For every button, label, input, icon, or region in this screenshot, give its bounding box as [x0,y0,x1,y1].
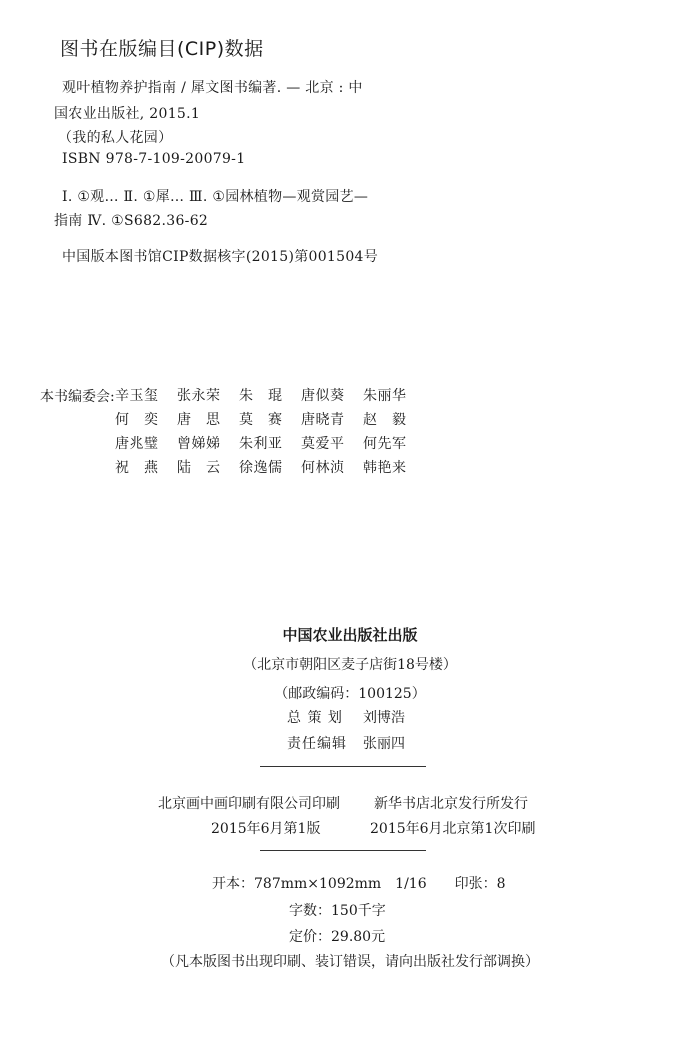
editor-name: 何先军 [363,436,407,452]
cip-line-1: 观叶植物养护指南 / 犀文图书编著. — 北京 : 中 [62,80,363,96]
book-format: 开本：787mm×1092mm 1/16 印张：8 [212,876,506,892]
editor-name: 何林浈 [301,460,345,476]
word-count: 字数：150千字 [289,903,386,919]
cip-classification-1: Ⅰ. ①观… Ⅱ. ①犀… Ⅲ. ①园林植物—观赏园艺— [62,189,369,205]
editor-name: 唐似葵 [301,388,345,404]
editor-name: 陆 云 [177,460,221,476]
printer: 北京画中画印刷有限公司印刷 [158,796,340,812]
publisher-postcode: （邮政编码：100125） [274,686,426,702]
editor-row [115,409,425,433]
editor-name: 唐兆璧 [115,436,159,452]
price: 定价：29.80元 [289,929,386,945]
defect-notice: （凡本版图书出现印刷、装订错误，请向出版社发行部调换） [161,954,539,970]
cip-line-2: 国农业出版社, 2015.1 [54,106,201,122]
edition: 2015年6月第1版 [211,821,321,837]
editor-name: 辛玉玺 [115,388,159,404]
editor-name: 莫爱平 [301,436,345,452]
divider-top [260,766,426,767]
planner-label: 总 策 划 [287,710,343,726]
cip-record-number: 中国版本图书馆CIP数据核字(2015)第001504号 [62,249,379,265]
cip-isbn: ISBN 978-7-109-20079-1 [62,151,246,167]
editor-name: 唐晓青 [301,412,345,428]
editor-name: 韩艳来 [363,460,407,476]
cip-line-3: （我的私人花园） [58,130,173,146]
planner-name: 刘博浩 [363,710,405,726]
editor-name: 朱 琨 [239,388,283,404]
editors-label: 本书编委会: [40,389,115,405]
editor-name: 唐 思 [177,412,221,428]
editors-grid [115,385,425,481]
publisher-name: 中国农业出版社出版 [282,626,418,644]
editor-name: 莫 赛 [239,412,283,428]
cip-title: 图书在版编目(CIP)数据 [60,38,264,60]
editor-name: 朱丽华 [363,388,407,404]
editor-row [115,457,425,481]
editor-name: 祝 燕 [115,460,159,476]
publisher-address: （北京市朝阳区麦子店街18号楼） [243,657,457,673]
editor-name: 张永荣 [177,388,221,404]
editor-name: 何 奕 [115,412,159,428]
responsible-editor-label: 责任编辑 [287,736,347,752]
distributor: 新华书店北京发行所发行 [374,796,528,812]
editor-row [115,433,425,457]
editor-name: 曾娣娣 [177,436,221,452]
impression: 2015年6月北京第1次印刷 [370,821,536,837]
cip-classification-2: 指南 Ⅳ. ①S682.36-62 [54,213,209,229]
editor-name: 朱利亚 [239,436,283,452]
divider-bottom [260,850,426,851]
editor-row [115,385,425,409]
responsible-editor-name: 张丽四 [363,736,405,752]
editor-name: 赵 毅 [363,412,407,428]
editor-name: 徐逸儒 [239,460,283,476]
